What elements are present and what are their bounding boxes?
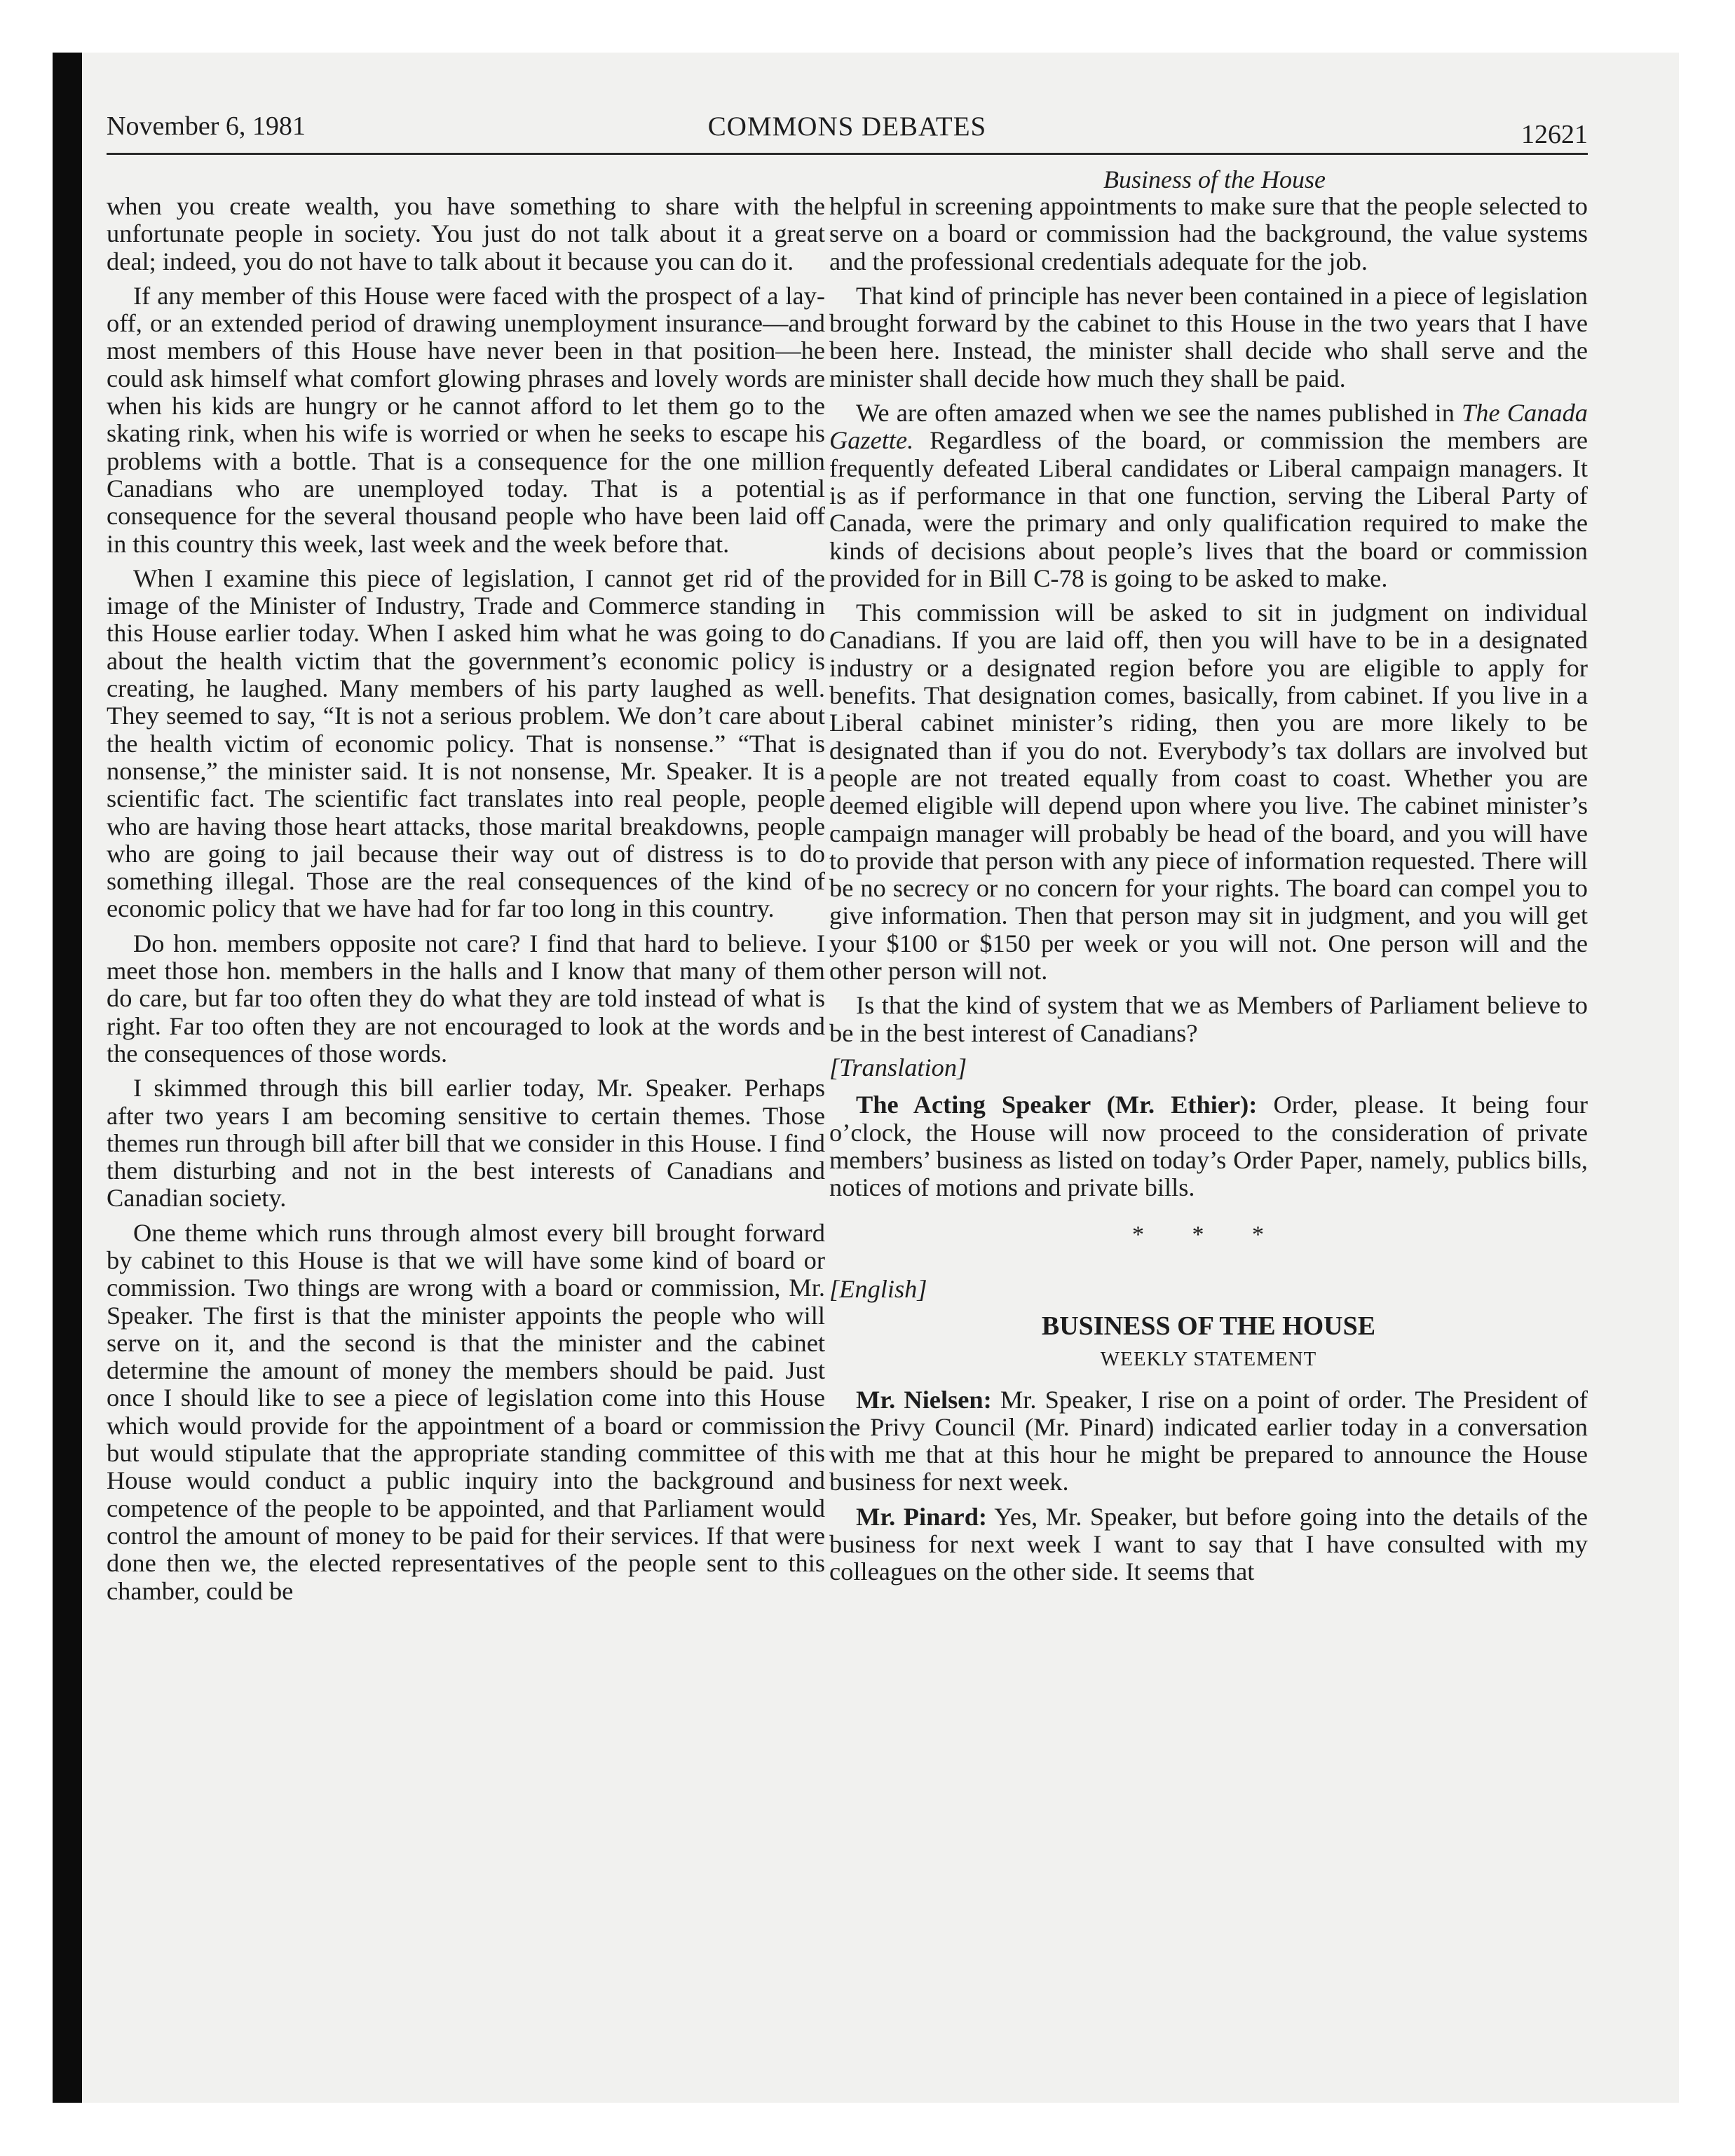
paragraph: Is that the kind of system that we as Members of Parliament believe to be in the best interest of Canadians?: [829, 991, 1588, 1047]
scan-edge-shadow: [53, 53, 82, 2103]
paragraph: That kind of principle has never been contained in a piece of legislation brought forward by the cabinet to this House in the two years that I have been here. Instead, the minister shall decide who shall serve and the minister shall decide how much they shall be paid.: [829, 281, 1588, 393]
speaker-name: Mr. Pinard:: [856, 1502, 988, 1531]
header-page-number: 12621: [1521, 120, 1588, 149]
running-head: Business of the House: [1103, 165, 1326, 193]
paragraph: When I examine this piece of legislation, I cannot get rid of the image of the Minister of Industry, Trade and Commerce standing in this House earlier today. When I asked him what he was going to do about the health victim that the government’s economic policy is creating, he laughed. Many members of his party laughed as well. They seemed to say, “It is not a serious problem. We don’t care about the health victim of economic policy. That is nonsense.” “That is nonsense,” the minister said. It is not nonsense, Mr. Speaker. It is a scientific fact. The scientific fact translates into real people, people who are having those heart attacks, those marital breakdowns, people who are going to jail because their way out of distress is to do something illegal. Those are the real consequences of the kind of economic policy that we have had for far too long in this country.: [107, 564, 825, 923]
speech-text: Mr. Speaker, I rise on a point of order. The President of the Privy Council (Mr. Pinard) indicated earlier today in a conversation with me that at this hour he might be prepared to announce the House business for next week.: [829, 1385, 1588, 1496]
section-heading: BUSINESS OF THE HOUSE: [1041, 1311, 1376, 1341]
header-title: COMMONS DEBATES: [707, 111, 987, 142]
section-separator: * * *: [1132, 1222, 1285, 1248]
paragraph: I skimmed through this bill earlier today, Mr. Speaker. Perhaps after two years I am becoming sensitive to certain themes. Those themes run through bill after bill that we consider in this House. I find them disturbing and not in the best interests of Canadians and Canadian society.: [107, 1074, 825, 1213]
speech-paragraph: [829, 1386, 1588, 1496]
publication-title: The Canada Gazette.: [829, 399, 1588, 455]
paragraph: helpful in screening appointments to make sure that the people selected to serve on a board or commission had the background, the value systems and the professional credentials adequate for the job.: [829, 192, 1588, 275]
english-tag: [English]: [829, 1274, 927, 1303]
right-column: [829, 193, 1588, 1593]
paragraph: [829, 400, 1588, 592]
section-subheading: WEEKLY STATEMENT: [1100, 1348, 1317, 1371]
speech-text: Order, please. It being four o’clock, the House will now proceed to the consideration of private members’ business as listed on today’s Order Paper, namely, publics bills, notices of motions and private bills.: [829, 1091, 1588, 1202]
speaker-name: The Acting Speaker (Mr. Ethier):: [856, 1091, 1258, 1119]
paragraph: when you create wealth, you have something to share with the unfortunate people in society. You just do not talk about it a great deal; indeed, you do not have to talk about it because you can do it.: [107, 192, 825, 275]
page-header: [107, 111, 1588, 155]
header-date: November 6, 1981: [107, 111, 306, 141]
left-column: [107, 193, 825, 1612]
text: We are often amazed when we see the names published in: [856, 399, 1455, 428]
speech-paragraph: [829, 1503, 1588, 1586]
speech-paragraph: [829, 1091, 1588, 1201]
paragraph: This commission will be asked to sit in judgment on individual Canadians. If you are laid off, then you will have to be in a designated industry or a designated region before you are eligible to apply for benefits. That designation comes, basically, from cabinet. If you live in a Liberal cabinet minister’s riding, then you are more likely to be designated than if you do not. Everybody’s tax dollars are involved but people are not treated equally from coast to coast. Whether you are deemed eligible will depend upon where you live. The cabinet minister’s campaign manager will probably be head of the board, and you will have to provide that person with any piece of information requested. There will be no secrecy or no concern for your rights. The board can compel you to give information. Then that person may sit in judgment, and you will get your $100 or $150 per week or you will not. One person will and the other person will not.: [829, 599, 1588, 985]
paragraph: One theme which runs through almost every bill brought forward by cabinet to this House is that we will have some kind of board or commission. Two things are wrong with a board or commission, Mr. Speaker. The first is that the minister appoints the people who will serve on it, and the second is that the minister and the cabinet determine the amount of money the members should be paid. Just once I should like to see a piece of legislation come into this House which would provide for the appointment of a board or commission but would stipulate that the appropriate standing committee of this House would conduct a public inquiry into the background and competence of the people to be appointed, and that Parliament would control the amount of money to be paid for their services. If that were done then we, the elected representatives of the people sent to this chamber, could be: [107, 1218, 825, 1605]
text: Regardless of the board, or commission the members are frequently defeated Liberal candidates or Liberal campaign managers. It is as if performance in that one function, serving the Liberal Party of Canada, were the primary and only qualification required to make the kinds of decisions about people’s lives that the board or commission provided for in Bill C-78 is going to be asked to make.: [829, 426, 1588, 592]
speech-text: Yes, Mr. Speaker, but before going into the details of the business for next week I want to say that I have consulted with my colleagues on the other side. It seems that: [829, 1502, 1588, 1586]
speaker-name: Mr. Nielsen:: [856, 1385, 992, 1414]
paragraph: Do hon. members opposite not care? I find that hard to believe. I meet those hon. members in the halls and I know that many of them do care, but far too often they do what they are told instead of what is right. Far too often they are not encouraged to look at the words and the consequences of those words.: [107, 929, 825, 1067]
paragraph: If any member of this House were faced with the prospect of a lay-off, or an extended period of drawing unemployment insurance—and most members of this House have never been in that position—he could ask himself what comfort glowing phrases and lovely words are when his kids are hungry or he cannot afford to let them go to the skating rink, when his wife is worried or when he seeks to escape his problems with a bottle. That is a consequence for the one million Canadians who are unemployed today. That is a potential consequence for the several thousand people who have been laid off in this country this week, last week and the week before that.: [107, 281, 825, 558]
translation-tag: [Translation]: [829, 1053, 967, 1082]
